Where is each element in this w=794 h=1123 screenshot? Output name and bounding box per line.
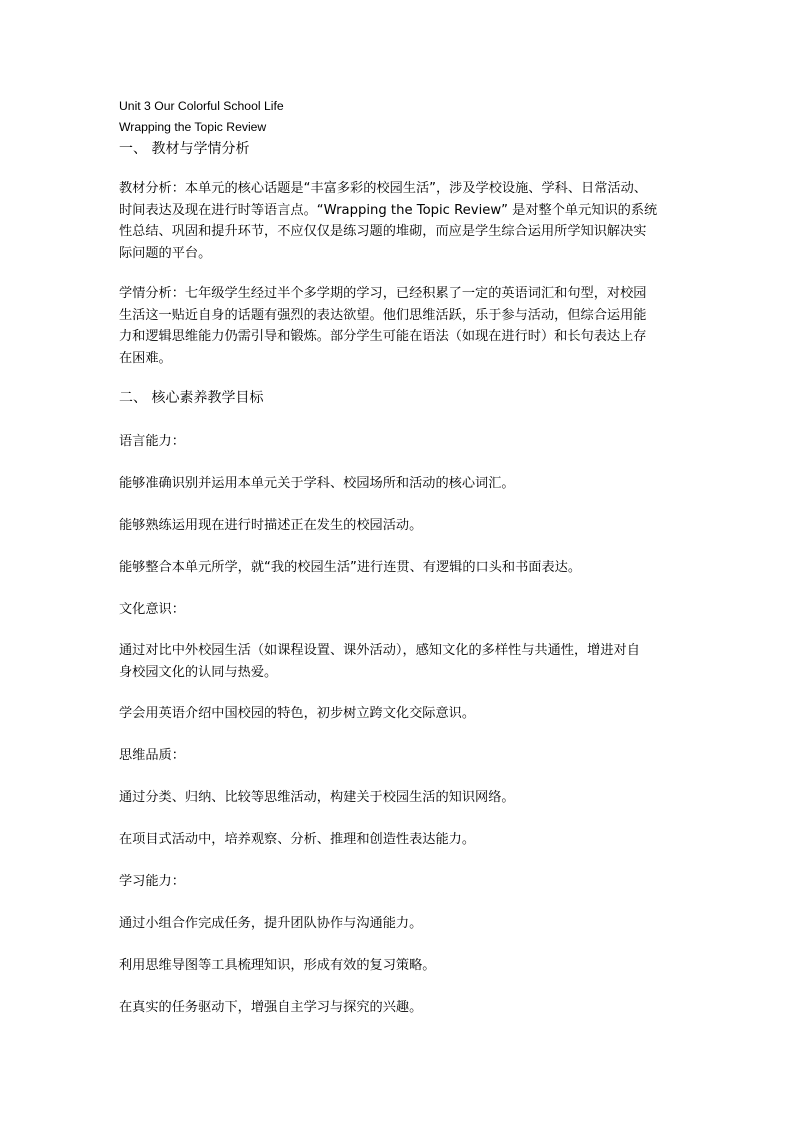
- cultural-awareness-label: 文化意识：: [119, 602, 185, 617]
- material-analysis-paragraph: [119, 178, 679, 264]
- paragraph-line: 在困难。: [119, 350, 172, 366]
- paragraph-line: 身校园文化的认同与热爱。: [119, 664, 278, 680]
- learning-ability-item: 通过小组合作完成任务，提升团队协作与沟通能力。: [119, 916, 423, 931]
- learning-ability-item: 利用思维导图等工具梳理知识，形成有效的复习策略。: [119, 958, 436, 973]
- language-ability-item: 能够熟练运用现在进行时描述正在发生的校园活动。: [119, 518, 423, 533]
- paragraph-line: 性总结、巩固和提升环节，不应仅仅是练习题的堆砌，而应是学生综合运用所学知识解决实: [119, 224, 647, 239]
- section-1-heading: 一、 教材与学情分析: [119, 141, 250, 157]
- learning-ability-label: 学习能力：: [119, 874, 185, 889]
- thinking-quality-label: 思维品质：: [119, 748, 185, 763]
- section-2-heading: 二、 核心素养教学目标: [119, 390, 264, 406]
- learning-ability-item: 在真实的任务驱动下，增强自主学习与探究的兴趣。: [119, 1000, 423, 1015]
- language-ability-label: 语言能力：: [119, 434, 185, 449]
- paragraph-line: 际问题的平台。: [119, 245, 212, 261]
- paragraph-line: 时间表达及现在进行时等语言点。“Wrapping the Topic Review” 是对整个单元知识的系统: [119, 202, 658, 218]
- thinking-quality-item: 通过分类、归纳、比较等思维活动，构建关于校园生活的知识网络。: [119, 790, 515, 805]
- paragraph-line: 教材分析：本单元的核心话题是“丰富多彩的校园生活”，涉及学校设施、学科、日常活动、: [119, 181, 647, 196]
- unit-title: Unit 3 Our Colorful School Life: [119, 99, 284, 113]
- student-analysis-paragraph: [119, 283, 679, 369]
- lesson-title: Wrapping the Topic Review: [119, 120, 267, 134]
- cultural-awareness-item: 学会用英语介绍中国校园的特色，初步树立跨文化交际意识。: [119, 706, 476, 721]
- thinking-quality-item: 在项目式活动中，培养观察、分析、推理和创造性表达能力。: [119, 832, 476, 847]
- paragraph-line: 学情分析：七年级学生经过半个多学期的学习，已经积累了一定的英语词汇和句型，对校园: [119, 286, 647, 301]
- paragraph-line: 生活这一贴近自身的话题有强烈的表达欲望。他们思维活跃，乐于参与活动，但综合运用能: [119, 307, 647, 323]
- paragraph-line: 通过对比中外校园生活（如课程设置、课外活动），感知文化的多样性与共通性，增进对自: [119, 643, 640, 658]
- language-ability-item: 能够准确识别并运用本单元关于学科、校园场所和活动的核心词汇。: [119, 476, 515, 491]
- paragraph-line: 力和逻辑思维能力仍需引导和锻炼。部分学生可能在语法（如现在进行时）和长句表达上存: [119, 329, 647, 344]
- language-ability-item: 能够整合本单元所学，就“我的校园生活”进行连贯、有逻辑的口头和书面表达。: [119, 560, 582, 575]
- cultural-awareness-item: [119, 640, 679, 683]
